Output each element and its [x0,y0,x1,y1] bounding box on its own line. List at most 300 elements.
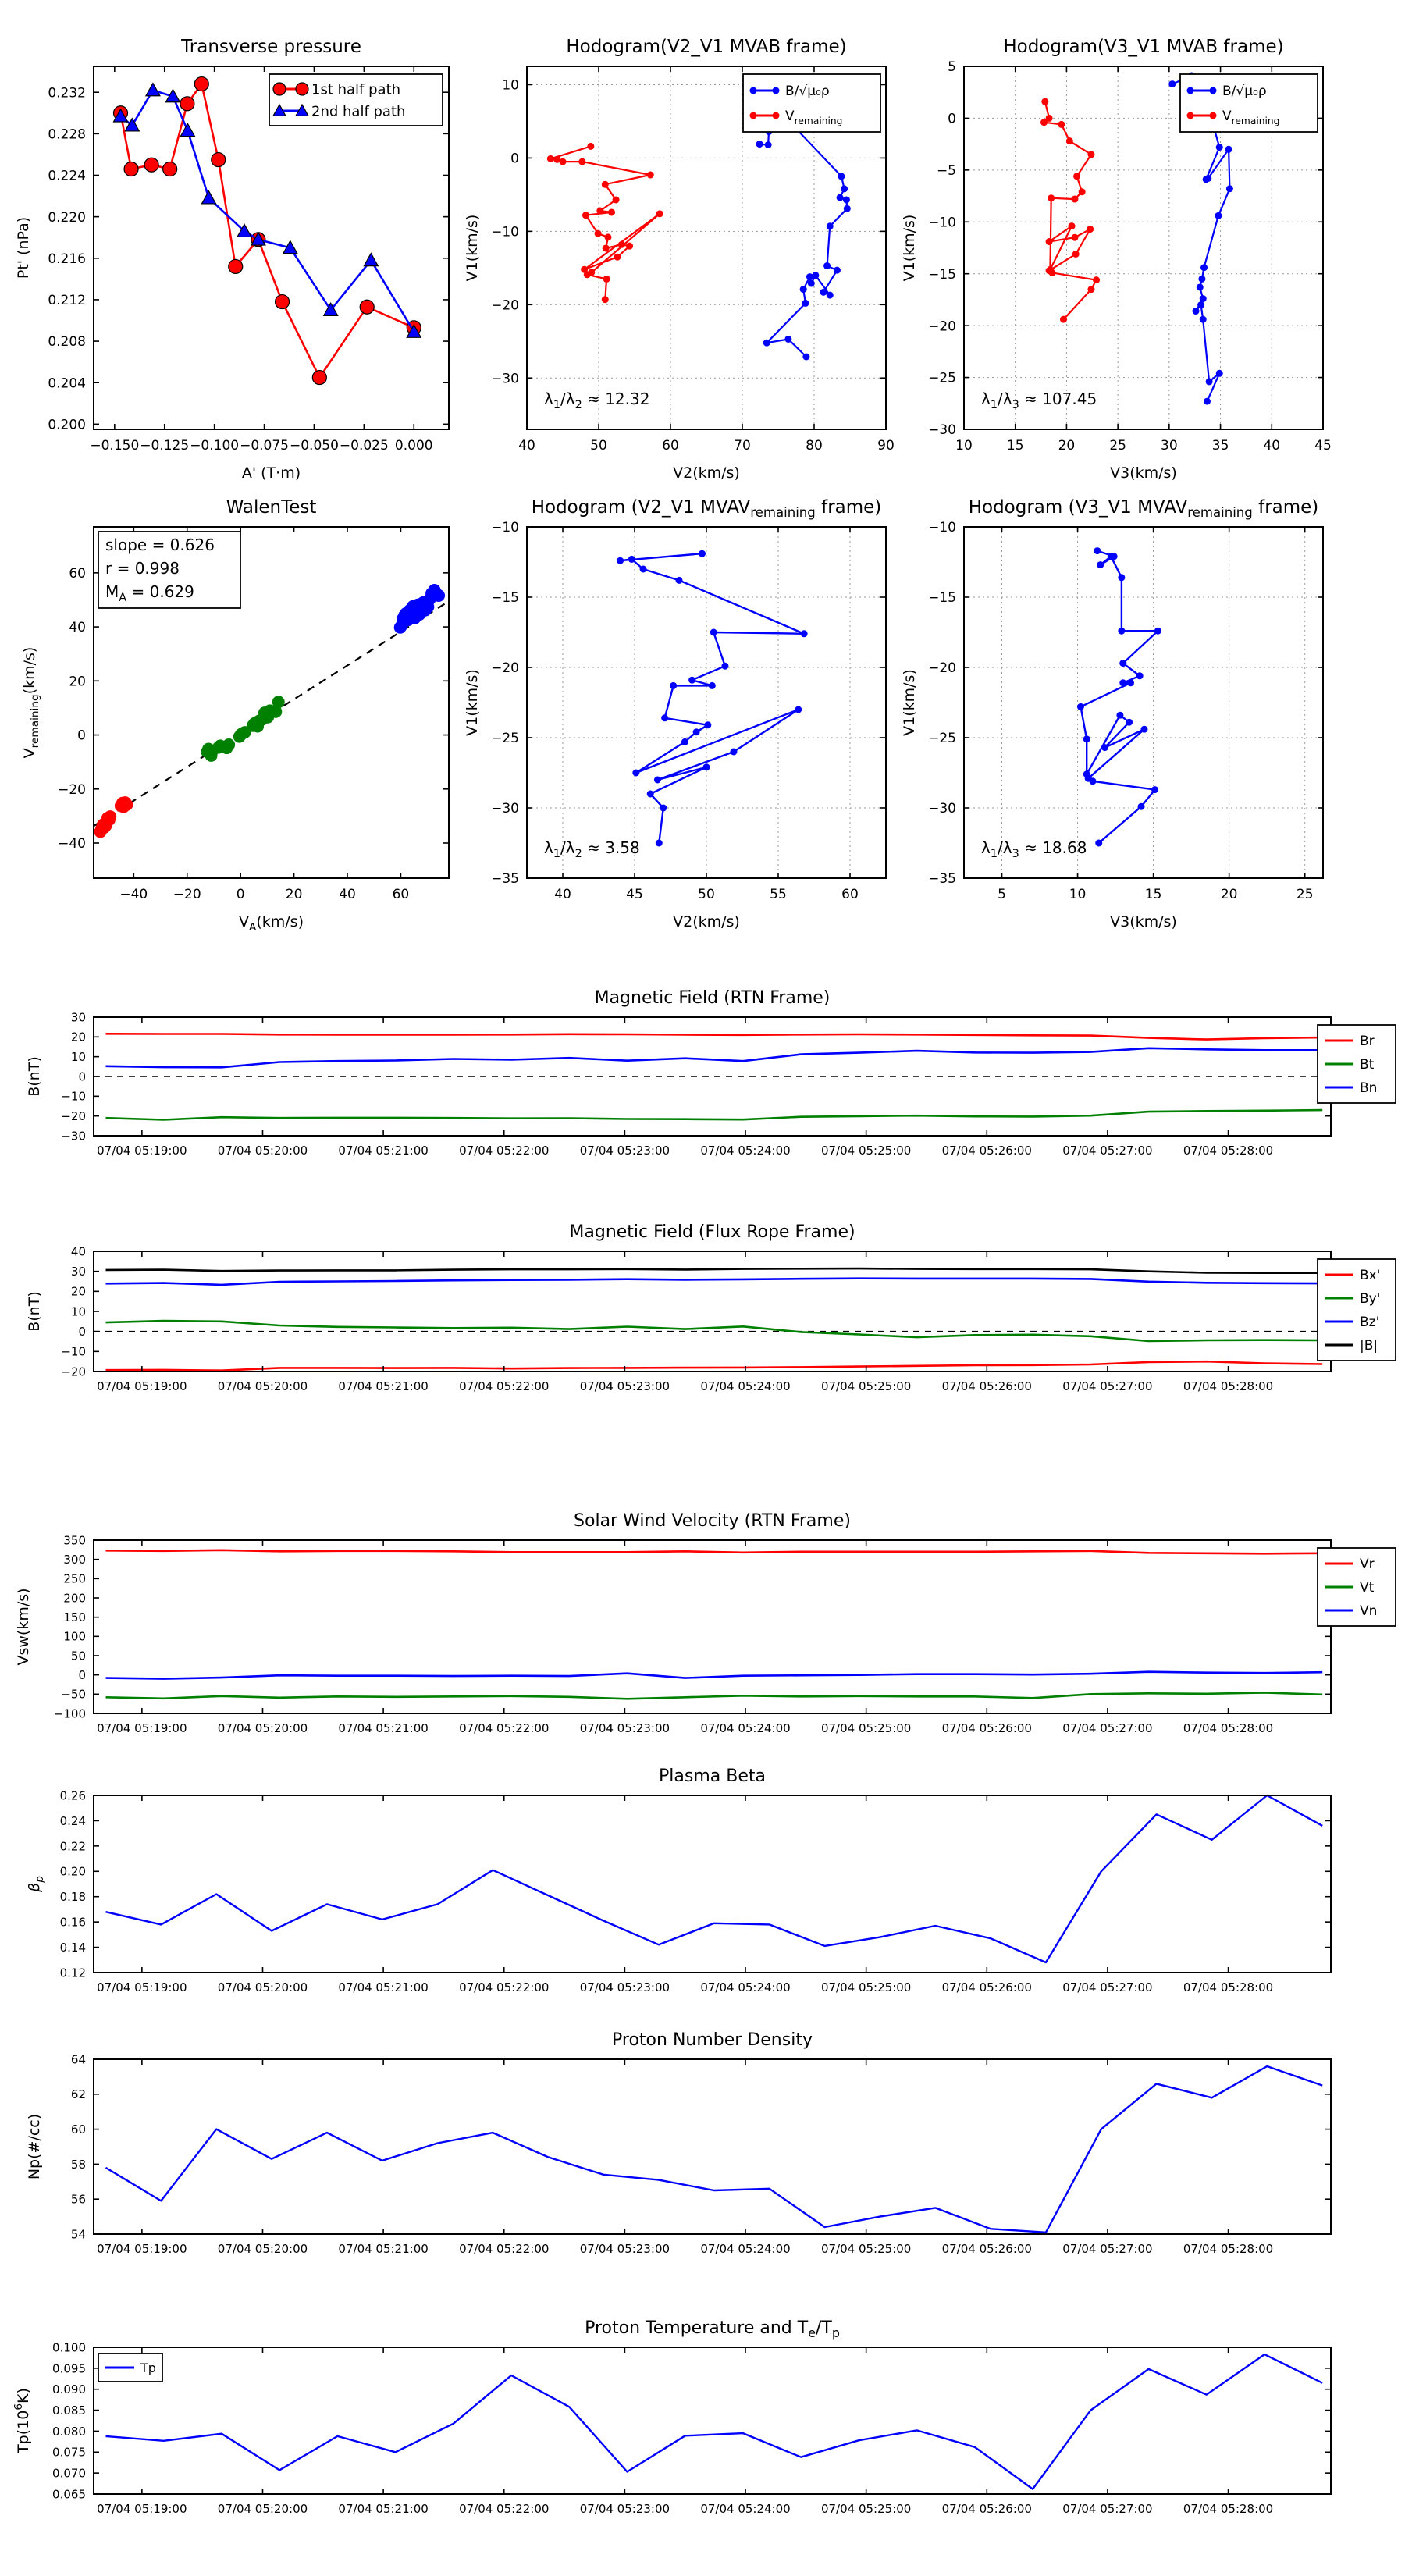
y-tick-label: 0.18 [59,1890,86,1905]
y-tick-label: 40 [70,1244,86,1259]
y-tick-label: −10 [61,1089,86,1104]
marker-dot [1041,98,1048,105]
axes-frame [94,1540,1331,1713]
marker-dot [721,663,728,670]
marker-dot [608,208,615,215]
y-tick-label: 0.26 [59,1788,86,1803]
marker-dot [1093,276,1100,283]
x-tick-label: 80 [806,438,823,454]
x-tick-label: 07/04 05:24:00 [700,1379,791,1393]
y-tick-label: 50 [70,1649,86,1663]
series-markers-V_remaining [1040,98,1100,323]
y-tick-label: 0.065 [52,2487,86,2502]
marker-dot [1216,370,1223,377]
marker-dot [800,286,807,293]
y-tick-label: 0.100 [52,2340,86,2355]
legend [269,74,443,126]
marker-triangle [201,191,215,204]
x-tick-label: 40 [554,887,571,902]
marker-dot [1087,226,1094,233]
x-tick-label: 60 [662,438,679,454]
legend-label: $V_{remaining}$ [785,109,843,127]
x-tick-label: 07/04 05:20:00 [217,2242,308,2256]
x-axis-label: A' (T·m) [241,464,301,482]
legend-label: Bz' [1360,1315,1380,1331]
y-tick-label: 100 [63,1629,86,1644]
marker-circle [124,162,138,176]
axes-frame [964,527,1323,878]
x-tick-label: −0.025 [339,438,389,454]
x-tick-label: 07/04 05:26:00 [941,2502,1032,2516]
marker-triangle [146,84,160,96]
x-tick-label: 07/04 05:26:00 [941,2242,1032,2256]
marker-dot [750,87,757,94]
x-tick-label: 07/04 05:24:00 [700,1980,791,1994]
panel-hodogram-v3v1-mvav [901,497,1323,930]
y-tick-label: 0.224 [48,168,86,184]
x-tick-label: 60 [392,887,410,902]
y-tick-label: −10 [61,1344,86,1359]
y-tick-label: −40 [58,836,86,852]
y-tick-label: −15 [928,266,956,283]
x-tick-label: 20 [285,887,303,902]
x-tick-label: 07/04 05:20:00 [217,1721,308,1735]
panel-title: Magnetic Field (RTN Frame) [594,988,831,1008]
x-tick-label: 07/04 05:19:00 [97,1379,187,1393]
marker-dot [1204,398,1211,405]
x-tick-label: 07/04 05:19:00 [97,1980,187,1994]
x-tick-label: −40 [119,887,148,902]
legend-label: 1st half path [311,81,401,98]
marker-dot [802,300,809,307]
lambda-annotation: $\lambda_1/\lambda_2 \approx 3.58$ [544,838,640,860]
marker-dot [699,550,706,557]
y-tick-label: −10 [491,224,519,240]
marker-dot [773,112,780,119]
x-tick-label: 07/04 05:28:00 [1183,1980,1274,1994]
x-tick-label: 07/04 05:26:00 [941,1144,1032,1158]
marker-dot [765,141,772,148]
marker-dot [1108,553,1115,560]
marker-dot [1151,786,1158,793]
panel-proton-temperature [12,2318,1331,2516]
panel-hodogram-v3v1-mvab [901,37,1332,482]
y-axis-label: B(nT) [26,1291,43,1332]
marker-dot [613,196,620,203]
x-tick-label: 07/04 05:27:00 [1062,1980,1153,1994]
y-tick-label: 0.14 [59,1940,86,1955]
x-tick-label: 07/04 05:25:00 [820,2502,912,2516]
x-tick-label: 07/04 05:20:00 [217,2502,308,2516]
y-tick-label: −35 [491,871,519,888]
series-markers-B/sqrt(mu0 rho) [756,123,851,361]
x-tick-label: 40 [1263,438,1281,454]
panel-title: Hodogram(V2_V1 MVAB frame) [566,37,847,57]
x-tick-label: 30 [1161,438,1178,454]
axes-frame [94,1795,1331,1973]
y-axis-label: Pt' (nPa) [15,216,32,279]
x-tick-label: −0.100 [190,438,240,454]
y-tick-label: 60 [69,565,86,582]
series-markers-cluster-1st-half [94,796,133,838]
y-tick-label: −15 [491,590,519,607]
y-axis-label: V1(km/s) [464,669,481,736]
panel-title: Transverse pressure [181,37,361,57]
legend [1318,1548,1396,1626]
y-axis-label: V1(km/s) [901,669,918,736]
marker-dot [1200,264,1208,271]
marker-dot [844,205,851,212]
y-tick-label: −100 [53,1706,86,1721]
marker-dot [1197,301,1204,308]
marker-dot [1215,212,1222,219]
series-Tp [106,2354,1323,2489]
legend-label: B/√μ₀ρ [785,84,830,100]
x-tick-label: 07/04 05:19:00 [97,1721,187,1735]
y-tick-label: 0.24 [59,1813,86,1828]
marker-dot [820,289,827,296]
x-tick-label: 07/04 05:24:00 [700,2242,791,2256]
marker-dot [1046,238,1053,245]
legend [743,74,880,132]
x-tick-label: 0 [236,887,245,902]
marker-dot [1119,679,1126,686]
x-tick-label: 07/04 05:22:00 [459,1980,550,1994]
x-tick-label: 07/04 05:23:00 [579,1144,670,1158]
legend [98,2354,162,2382]
marker-dot [1136,672,1144,679]
y-axis-label: V1(km/s) [464,214,481,282]
marker-dot [617,557,624,564]
marker-dot [1116,712,1123,719]
y-tick-label: 30 [70,1265,86,1279]
marker-dot [432,589,445,602]
x-tick-label: 07/04 05:23:00 [579,2502,670,2516]
y-tick-label: 350 [63,1533,86,1548]
y-tick-label: −30 [61,1129,86,1144]
marker-dot [647,791,654,798]
y-tick-label: 0 [78,1325,86,1340]
y-tick-label: −25 [491,731,519,747]
x-tick-label: 07/04 05:21:00 [338,1980,429,1994]
y-tick-label: −30 [491,371,519,387]
marker-dot [1087,151,1094,158]
y-tick-label: 40 [69,620,86,636]
marker-dot [1077,703,1084,710]
marker-dot [823,262,831,269]
series-B/sqrt(mu0 rho) [759,126,847,357]
marker-circle [180,97,194,111]
y-tick-label: 0.20 [59,1864,86,1879]
stats-line: slope = 0.626 [105,535,215,554]
series-B/sqrt(mu0 rho) [1081,551,1158,843]
legend-label: Vr [1360,1557,1375,1573]
stats-box [98,532,240,608]
y-tick-label: −20 [61,1364,86,1379]
y-tick-label: 56 [70,2192,86,2207]
marker-dot [704,721,711,728]
marker-dot [1210,87,1217,94]
marker-circle [212,153,226,167]
x-tick-label: 07/04 05:26:00 [941,1721,1032,1735]
y-tick-label: −35 [928,871,956,888]
y-tick-label: 20 [70,1284,86,1299]
marker-dot [296,83,308,95]
marker-dot [1198,276,1205,283]
series-2nd half path [121,91,414,333]
x-tick-label: 15 [1006,438,1024,454]
y-tick-label: −30 [491,801,519,817]
marker-dot [1225,146,1232,153]
marker-dot [750,112,757,119]
panel-title: Hodogram (V3_V1 $MVAV_{remaining}$ frame) [968,497,1319,520]
x-tick-label: 07/04 05:22:00 [459,1379,550,1393]
marker-circle [194,77,208,91]
marker-dot [1187,87,1194,94]
x-tick-label: 07/04 05:27:00 [1062,2242,1153,2256]
x-tick-label: 07/04 05:19:00 [97,2502,187,2516]
panel-magnetic-field-flux-rope [26,1222,1396,1393]
y-tick-label: 0.228 [48,126,86,143]
legend-label: Bn [1360,1080,1378,1097]
panel-title: Solar Wind Velocity (RTN Frame) [574,1511,851,1531]
marker-dot [661,714,668,721]
marker-circle [360,300,374,314]
panel-title: Magnetic Field (Flux Rope Frame) [569,1222,855,1242]
y-tick-label: 0.070 [52,2466,86,2481]
marker-dot [603,244,610,251]
marker-dot [660,805,667,812]
y-tick-label: 0.220 [48,209,86,226]
x-tick-label: 07/04 05:20:00 [217,1144,308,1158]
marker-dot [827,222,834,229]
marker-dot [1071,234,1078,241]
x-tick-label: 07/04 05:28:00 [1183,1379,1274,1393]
legend-label: Br [1360,1034,1375,1050]
marker-circle [144,158,158,172]
x-tick-label: 07/04 05:23:00 [579,1980,670,1994]
marker-dot [1200,316,1207,323]
marker-dot [1210,112,1217,119]
x-tick-label: −20 [173,887,201,902]
x-tick-label: 45 [1314,438,1332,454]
x-tick-label: 07/04 05:28:00 [1183,2242,1274,2256]
marker-dot [1087,286,1094,293]
panel-solar-wind-velocity [15,1511,1396,1735]
y-tick-label: −15 [928,590,956,607]
axes-frame [94,2347,1331,2494]
marker-dot [614,254,621,261]
y-tick-label: 10 [70,1050,86,1065]
y-tick-label: −20 [491,297,519,314]
y-tick-label: 58 [70,2157,86,2172]
x-tick-label: 07/04 05:22:00 [459,2502,550,2516]
marker-dot [1073,173,1080,180]
y-tick-label: −20 [928,318,956,335]
y-tick-label: −20 [61,1109,86,1124]
y-tick-label: −20 [928,660,956,677]
y-tick-label: −10 [928,215,956,231]
x-tick-label: 07/04 05:27:00 [1062,1721,1153,1735]
x-tick-label: 35 [1211,438,1229,454]
marker-dot [1187,112,1194,119]
series-1st half path [121,84,414,378]
panel-title: Plasma Beta [659,1767,766,1786]
y-tick-label: −30 [928,422,956,439]
marker-dot [222,738,235,751]
marker-dot [1206,378,1213,385]
marker-dot [602,181,609,188]
y-tick-label: 0 [78,1668,86,1683]
marker-dot [1200,295,1207,302]
marker-dot [688,677,695,684]
y-tick-label: 0.075 [52,2445,86,2460]
marker-dot [640,566,647,573]
marker-dot [756,141,763,148]
series-Br [106,1034,1323,1039]
x-tick-label: 07/04 05:25:00 [820,1980,912,1994]
series-Np [106,2066,1323,2233]
series-V_remaining [1044,101,1097,319]
marker-dot [587,143,594,150]
marker-dot [656,840,663,847]
marker-dot [837,194,844,201]
y-tick-label: −10 [491,520,519,536]
marker-dot [632,770,639,777]
marker-dot [795,706,802,713]
x-tick-label: 40 [339,887,356,902]
marker-circle [312,371,326,385]
marker-dot [120,799,133,811]
legend-label: |B| [1360,1338,1378,1354]
marker-dot [1048,194,1055,201]
marker-dot [806,273,813,280]
marker-circle [276,295,290,309]
y-tick-label: 200 [63,1591,86,1606]
x-tick-label: 07/04 05:25:00 [820,2242,912,2256]
marker-dot [604,233,611,240]
marker-dot [1226,185,1233,192]
y-tick-label: 54 [70,2227,86,2242]
marker-dot [1204,175,1211,182]
y-axis-label: B(nT) [26,1056,43,1097]
marker-dot [838,173,845,180]
x-tick-label: 70 [734,438,751,454]
y-tick-label: 0.208 [48,334,86,350]
marker-dot [1140,726,1147,733]
x-tick-label: 25 [1109,438,1126,454]
panel-title: Hodogram (V2_V1 $MVAV_{remaining}$ frame) [531,497,882,520]
y-axis-label: $Tp(10^6K)$ [12,2388,32,2453]
series-Bz' [106,1279,1323,1285]
marker-dot [1197,283,1204,290]
x-tick-label: 07/04 05:28:00 [1183,2502,1274,2516]
x-tick-label: 10 [955,438,973,454]
lambda-annotation: $\lambda_1/\lambda_3 \approx 107.45$ [981,390,1097,411]
legend-label: By' [1360,1291,1381,1308]
x-tick-label: 40 [518,438,535,454]
marker-dot [1101,744,1108,751]
x-tick-label: 07/04 05:26:00 [941,1379,1032,1393]
marker-dot [1049,269,1056,276]
x-tick-label: 07/04 05:28:00 [1183,1721,1274,1735]
x-tick-label: 07/04 05:24:00 [700,2502,791,2516]
marker-dot [710,629,717,636]
x-tick-label: 50 [590,438,607,454]
marker-circle [163,162,177,176]
y-tick-label: 0 [510,151,519,167]
marker-dot [1072,251,1080,258]
marker-dot [1126,719,1133,726]
marker-dot [582,212,589,219]
y-axis-label: V1(km/s) [901,214,918,282]
y-axis-label: Vsw(km/s) [15,1588,32,1666]
y-tick-label: 0.16 [59,1915,86,1930]
x-tick-label: 15 [1144,887,1162,902]
y-tick-label: 10 [70,1304,86,1319]
x-tick-label: 07/04 05:22:00 [459,2242,550,2256]
marker-dot [628,556,635,563]
x-tick-label: 07/04 05:23:00 [579,1721,670,1735]
marker-circle [229,259,243,273]
marker-dot [1216,144,1223,151]
series-Vr [106,1550,1323,1554]
y-tick-label: −20 [58,781,86,798]
marker-dot [602,296,609,303]
x-tick-label: 07/04 05:25:00 [820,1144,912,1158]
x-tick-label: 5 [998,887,1006,902]
y-tick-label: 5 [948,59,956,76]
marker-dot [272,696,285,708]
panel-hodogram-v2v1-mvav [464,497,886,930]
x-tick-label: 07/04 05:21:00 [338,1379,429,1393]
x-tick-label: 07/04 05:27:00 [1062,1144,1153,1158]
y-tick-label: −25 [928,370,956,386]
x-tick-label: 07/04 05:21:00 [338,2242,429,2256]
y-tick-label: 150 [63,1610,86,1625]
marker-dot [1154,628,1161,635]
x-axis-label: $V_A(km/s)$ [239,913,304,934]
marker-dot [654,777,661,784]
panel-transverse-pressure [15,37,449,482]
marker-dot [802,354,809,361]
panel-title: Proton Number Density [612,2030,813,2050]
marker-dot [1040,119,1048,126]
y-tick-label: 10 [502,77,519,94]
marker-dot [104,810,116,823]
legend [1318,1025,1396,1103]
x-tick-label: 07/04 05:21:00 [338,1144,429,1158]
series-Bn [106,1048,1323,1068]
x-tick-label: −0.050 [289,438,339,454]
legend [1318,1259,1396,1361]
x-tick-label: 07/04 05:23:00 [579,1379,670,1393]
x-tick-label: 07/04 05:25:00 [820,1379,912,1393]
marker-dot [647,172,654,179]
marker-dot [596,208,603,215]
marker-dot [1071,196,1078,203]
x-tick-label: 07/04 05:26:00 [941,1980,1032,1994]
series-Vn [106,1672,1323,1679]
y-tick-label: 0.090 [52,2382,86,2397]
marker-dot [618,241,625,248]
lambda-annotation: $\lambda_1/\lambda_2 \approx 12.32$ [544,390,650,411]
marker-dot [626,243,633,250]
marker-dot [1089,777,1096,785]
y-tick-label: 0 [78,1069,86,1084]
marker-dot [801,630,808,637]
marker-dot [670,682,677,689]
